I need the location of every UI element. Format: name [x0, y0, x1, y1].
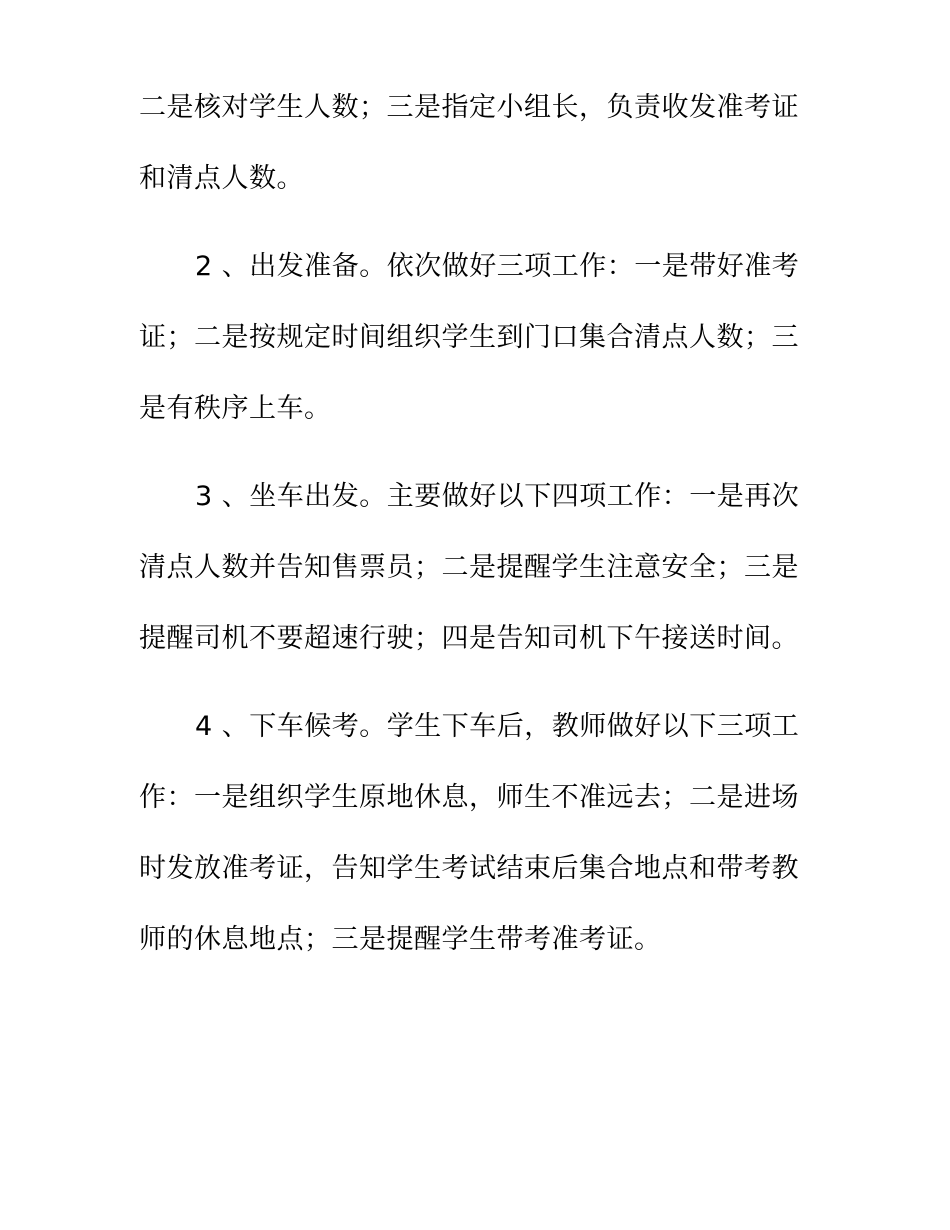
- paragraph-waiting-for-exam: 4 、下车候考。学生下车后，教师做好以下三项工作：一是组织学生原地休息，师生不准远去；二是进场时发放准考证，告知学生考试结束后集合地点和带考教师的休息地点；三是提醒学生带考准考证。: [139, 711, 800, 955]
- paragraph-bus-departure: 3 、坐车出发。主要做好以下四项工作：一是再次清点人数并告知售票员；二是提醒学生注意安全；三是提醒司机不要超速行驶；四是告知司机下午接送时间。: [139, 481, 800, 654]
- paragraph-continuation: 二是核对学生人数；三是指定小组长，负责收发准考证和清点人数。: [139, 92, 799, 194]
- paragraph-departure-preparation: 2 、出发准备。依次做好三项工作：一是带好准考证；二是按规定时间组织学生到门口集合清点人数；三是有秩序上车。: [139, 251, 800, 424]
- document-body: [139, 72, 815, 975]
